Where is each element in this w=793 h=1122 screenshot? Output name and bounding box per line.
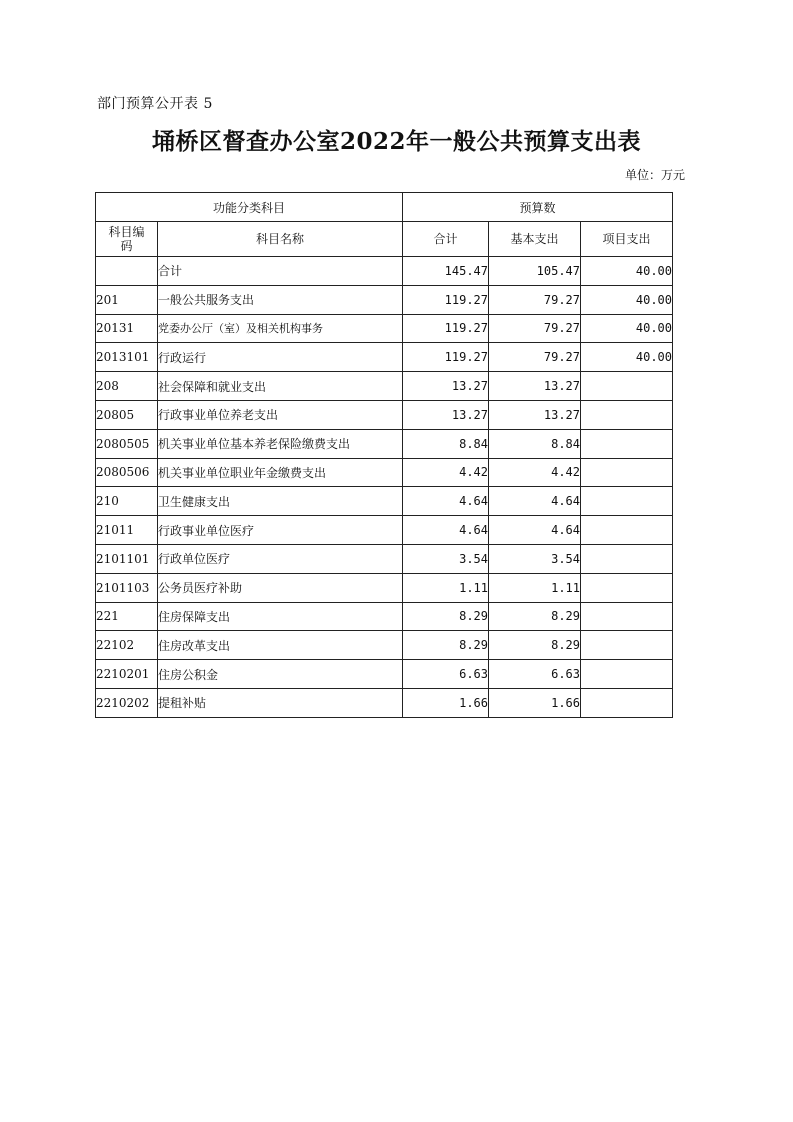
row-project: 40.00 [581, 285, 673, 314]
row-total: 4.64 [403, 516, 489, 545]
row-project [581, 429, 673, 458]
table-row [96, 285, 673, 314]
row-name: 一般公共服务支出 [158, 285, 403, 314]
budget-group-header: 预算数 [403, 193, 673, 222]
row-name: 住房公积金 [158, 660, 403, 689]
row-project [581, 660, 673, 689]
table-body [96, 257, 673, 718]
row-basic: 3.54 [489, 544, 581, 573]
table-row [96, 631, 673, 660]
row-basic: 4.64 [489, 516, 581, 545]
functional-group-header: 功能分类科目 [96, 193, 403, 222]
row-name: 机关事业单位职业年金缴费支出 [158, 458, 403, 487]
row-name: 行政事业单位医疗 [158, 516, 403, 545]
unit-label: 单位：万元 [624, 168, 685, 182]
row-project: 40.00 [581, 314, 673, 343]
row-code: 2080505 [96, 429, 158, 458]
row-basic: 1.11 [489, 573, 581, 602]
row-total: 4.42 [403, 458, 489, 487]
row-basic: 79.27 [489, 343, 581, 372]
row-basic: 4.64 [489, 487, 581, 516]
row-basic: 8.29 [489, 631, 581, 660]
table-row [96, 487, 673, 516]
row-project: 40.00 [581, 257, 673, 286]
row-code: 20805 [96, 400, 158, 429]
row-name: 社会保障和就业支出 [158, 372, 403, 401]
row-total: 1.66 [403, 688, 489, 717]
row-name: 行政事业单位养老支出 [158, 400, 403, 429]
form-label: 部门预算公开表 5 [97, 96, 213, 112]
row-project [581, 631, 673, 660]
row-basic: 13.27 [489, 372, 581, 401]
row-project [581, 544, 673, 573]
row-name: 公务员医疗补助 [158, 573, 403, 602]
page-title: 埇桥区督查办公室2022年一般公共预算支出表 [151, 128, 641, 155]
row-code: 221 [96, 602, 158, 631]
table-row [96, 400, 673, 429]
row-total: 1.11 [403, 573, 489, 602]
row-code: 2080506 [96, 458, 158, 487]
row-basic: 105.47 [489, 257, 581, 286]
row-code: 20131 [96, 314, 158, 343]
row-project [581, 400, 673, 429]
table-row [96, 458, 673, 487]
row-total: 119.27 [403, 343, 489, 372]
row-total: 145.47 [403, 257, 489, 286]
table-row [96, 257, 673, 286]
row-name: 住房保障支出 [158, 602, 403, 631]
row-name: 机关事业单位基本养老保险缴费支出 [158, 429, 403, 458]
table-row [96, 602, 673, 631]
row-total: 8.29 [403, 631, 489, 660]
project-column-header: 项目支出 [581, 222, 673, 257]
row-project [581, 372, 673, 401]
row-code: 2210202 [96, 688, 158, 717]
row-name: 行政单位医疗 [158, 544, 403, 573]
row-name: 住房改革支出 [158, 631, 403, 660]
table-row [96, 429, 673, 458]
table-row [96, 660, 673, 689]
row-basic: 8.29 [489, 602, 581, 631]
row-name: 行政运行 [158, 343, 403, 372]
row-basic: 79.27 [489, 285, 581, 314]
column-header-row [96, 222, 673, 257]
row-name: 卫生健康支出 [158, 487, 403, 516]
row-project [581, 487, 673, 516]
total-column-header: 合计 [403, 222, 489, 257]
row-project [581, 573, 673, 602]
row-total: 3.54 [403, 544, 489, 573]
row-code: 21011 [96, 516, 158, 545]
row-total: 8.29 [403, 602, 489, 631]
row-name: 合计 [158, 257, 403, 286]
table-row [96, 573, 673, 602]
row-project [581, 602, 673, 631]
row-project [581, 688, 673, 717]
table-row [96, 516, 673, 545]
row-project [581, 516, 673, 545]
row-total: 119.27 [403, 285, 489, 314]
row-code: 201 [96, 285, 158, 314]
basic-column-header: 基本支出 [489, 222, 581, 257]
row-total: 13.27 [403, 372, 489, 401]
row-project: 40.00 [581, 343, 673, 372]
row-total: 119.27 [403, 314, 489, 343]
row-code: 22102 [96, 631, 158, 660]
row-total: 8.84 [403, 429, 489, 458]
row-total: 6.63 [403, 660, 489, 689]
table-row [96, 343, 673, 372]
table-row [96, 544, 673, 573]
row-code: 208 [96, 372, 158, 401]
row-basic: 6.63 [489, 660, 581, 689]
row-code: 2210201 [96, 660, 158, 689]
table-row [96, 372, 673, 401]
table-row [96, 314, 673, 343]
table-row [96, 688, 673, 717]
row-code: 210 [96, 487, 158, 516]
code-column-header: 科目编码 [96, 222, 158, 257]
row-code: 2101103 [96, 573, 158, 602]
budget-table [95, 192, 673, 718]
row-project [581, 458, 673, 487]
row-name: 党委办公厅（室）及相关机构事务 [158, 314, 403, 343]
row-total: 4.64 [403, 487, 489, 516]
row-basic: 79.27 [489, 314, 581, 343]
row-basic: 8.84 [489, 429, 581, 458]
row-code [96, 257, 158, 286]
name-column-header: 科目名称 [158, 222, 403, 257]
row-basic: 4.42 [489, 458, 581, 487]
row-code: 2013101 [96, 343, 158, 372]
row-total: 13.27 [403, 400, 489, 429]
row-code: 2101101 [96, 544, 158, 573]
row-basic: 1.66 [489, 688, 581, 717]
group-header-row [96, 193, 673, 222]
row-basic: 13.27 [489, 400, 581, 429]
row-name: 提租补贴 [158, 688, 403, 717]
